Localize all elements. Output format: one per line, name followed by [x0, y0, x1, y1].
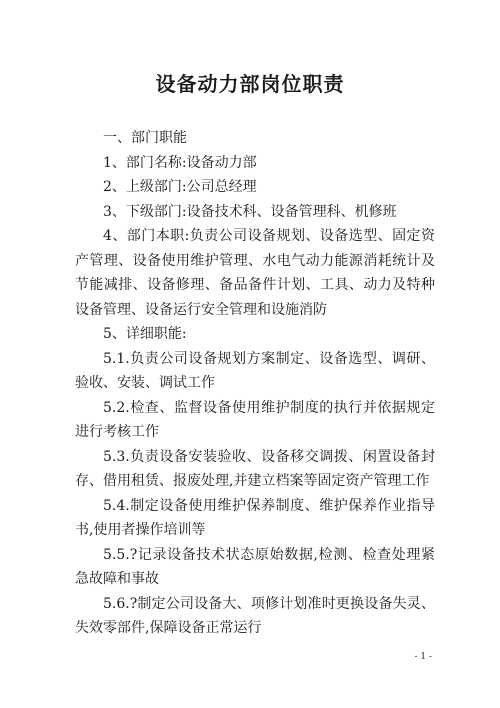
page-title: 设备动力部岗位职责 [155, 72, 345, 96]
paragraph-item-5-6: 5.6.?制定公司设备大、项修计划准时更换设备失灵、失效零部件,保障设备正常运行 [75, 595, 435, 636]
paragraph-subordinate-departments: 3、下级部门:设备技术科、设备管理科、机修班 [103, 203, 397, 220]
document-body [75, 126, 435, 641]
paragraph-item-5-5: 5.5.?记录设备技术状态原始数据,检测、检查处理紧急故障和事故 [75, 546, 435, 587]
section-heading: 一、部门职能 [103, 130, 187, 146]
paragraph-detailed-functions: 5、详细职能: [103, 326, 187, 342]
paragraph-superior-department: 2、上级部门:公司总经理 [103, 179, 257, 195]
paragraph-item-5-2: 5.2.检查、监督设备使用维护制度的执行并依据规定进行考核工作 [75, 399, 435, 440]
page-number: - 1 - [414, 652, 432, 662]
paragraph-item-5-3: 5.3.负责设备安装验收、设备移交调拨、闲置设备封存、借用租赁、报废处理,并建立档案等固定资产管理工作 [75, 448, 435, 489]
paragraph-department-name: 1、部门名称:设备动力部 [103, 154, 257, 171]
paragraph-item-5-4: 5.4.制定设备使用维护保养制度、维护保养作业指导书,使用者操作培训等 [75, 497, 435, 538]
paragraph-department-duty: 4、部门本职:负责公司设备规划、设备选型、固定资产管理、设备使用维护管理、水电气动力能源消耗统计及节能减排、设备修理、备品备件计划、工具、动力及特种设备管理、设备运行安全管理和设施消防 [75, 228, 435, 318]
paragraph-item-5-1: 5.1.负责公司设备规划方案制定、设备选型、调研、验收、安装、调试工作 [75, 350, 435, 391]
